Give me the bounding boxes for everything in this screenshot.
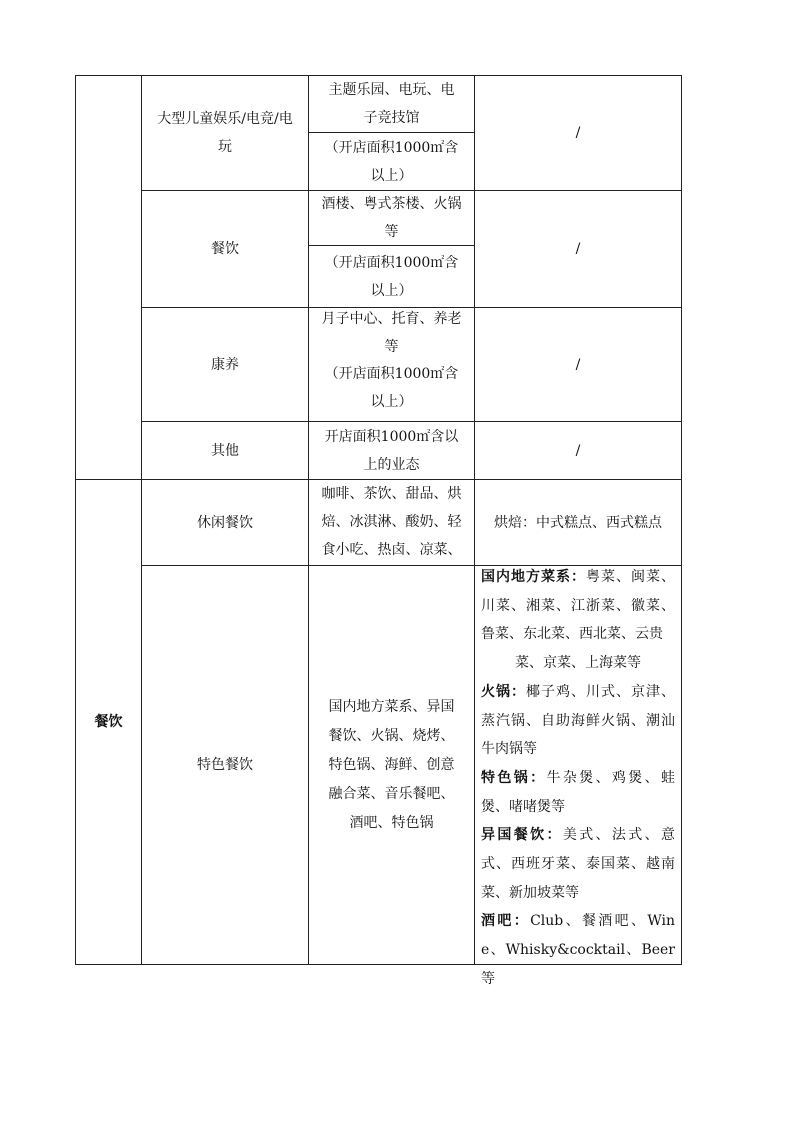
special-catering-desc: 国内地方菜系、异国餐饮、火锅、烧烤、特色锅、海鲜、创意融合菜、音乐餐吧、酒吧、特色锅 (328, 698, 455, 831)
row-2-example: / (575, 241, 581, 257)
row-3-desc: 月子中心、托育、养老等 (321, 311, 462, 355)
row-1-example: / (575, 125, 581, 141)
list-item-special-pot: 特色锅：牛杂煲、鸡煲、蛙煲、啫啫煲等 (481, 769, 676, 815)
leisure-catering-example: 烘焙：中式糕点、西式糕点 (494, 514, 662, 531)
list-item-bar: 酒吧：Club、餐酒吧、Wine、Whisky&cocktail、Beer等 (481, 913, 675, 987)
row-1-note: （开店面积1000㎡含以上） (324, 139, 459, 184)
row-3-note: （开店面积1000㎡含以上） (324, 366, 459, 410)
row-2-note: （开店面积1000㎡含以上） (324, 254, 459, 299)
row-4-type: 其他 (211, 442, 239, 459)
row-1-desc: 主题乐园、电玩、电子竞技馆 (328, 82, 455, 126)
list-item-domestic: 国内地方菜系：粤菜、闽菜、川菜、湘菜、江浙菜、徽菜、鲁菜、东北菜、西北菜、云贵 (481, 569, 675, 643)
row-3-example: / (575, 356, 581, 373)
special-catering-type: 特色餐饮 (197, 757, 253, 773)
row-4-desc: 开店面积1000㎡含以上的业态 (324, 428, 459, 473)
leisure-catering-type: 休闲餐饮 (197, 514, 253, 531)
row-1-type: 大型儿童娱乐/电竞/电玩 (157, 111, 293, 155)
list-item-foreign: 异国餐饮：美式、法式、意式、西班牙菜、泰国菜、越南菜、新加坡菜等 (481, 827, 676, 901)
row-4-example: / (575, 442, 581, 459)
list-item-hotpot: 火锅：椰子鸡、川式、京津、蒸汽锅、自助海鲜火锅、潮汕牛肉锅等 (481, 683, 675, 758)
special-catering-example-list (481, 563, 675, 994)
leisure-catering-desc: 咖啡、茶饮、甜品、烘焙、冰淇淋、酸奶、轻食小吃、热卤、凉菜、 (321, 486, 462, 558)
row-2-type: 餐饮 (211, 241, 239, 257)
row-2-desc: 酒楼、粤式茶楼、火锅等 (321, 196, 462, 240)
row-3-type: 康养 (211, 356, 239, 373)
group-label-catering: 餐饮 (94, 714, 123, 730)
list-item-domestic-cont: 菜、京菜、上海菜等 (515, 655, 641, 672)
